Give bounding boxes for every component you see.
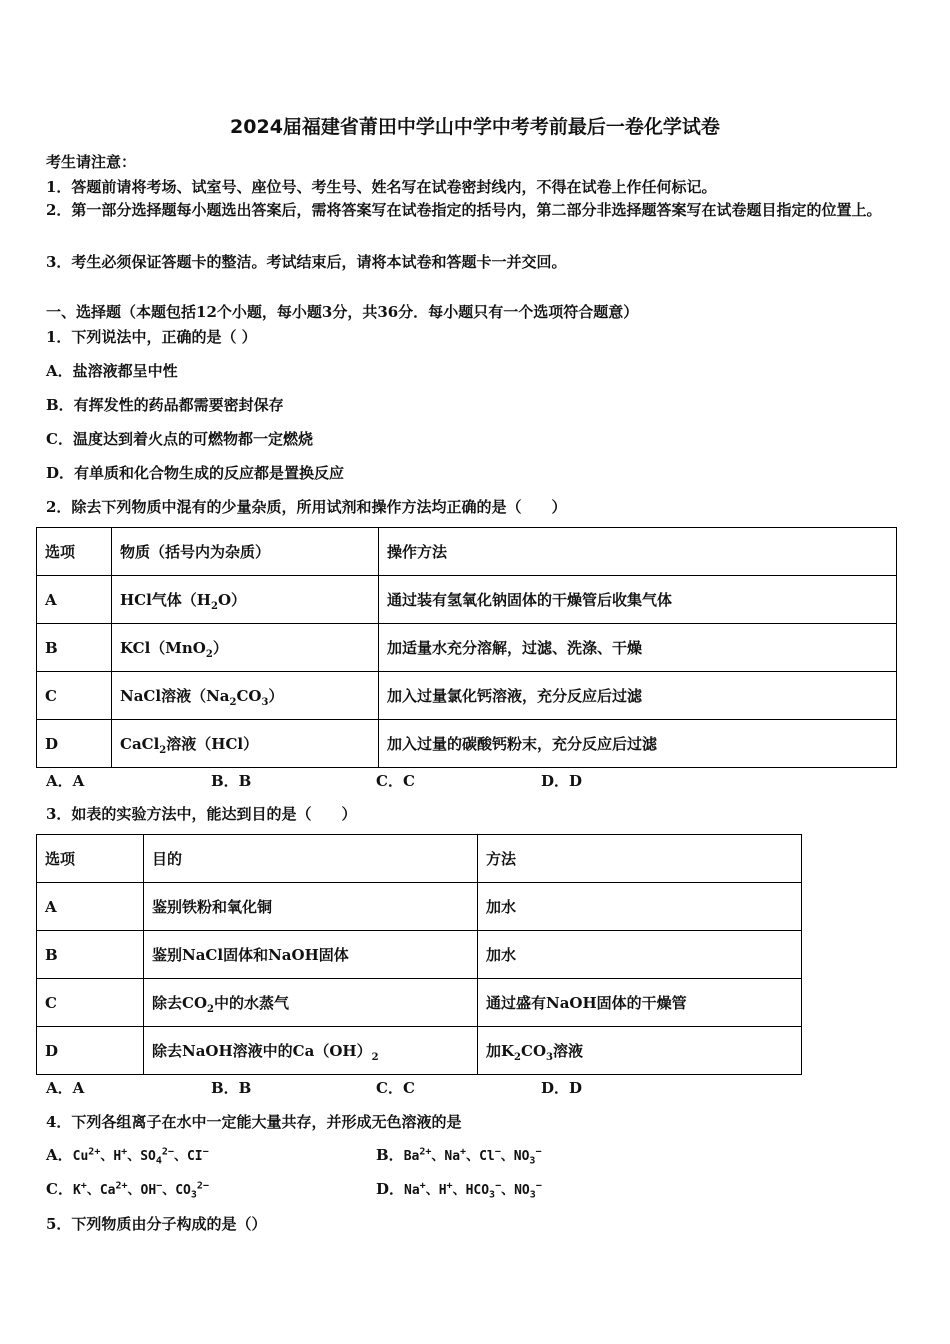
table-cell-method: 加适量水充分溶解，过滤、洗涤、干燥 — [379, 624, 897, 672]
question-3-stem: 3．如表的实验方法中，能达到目的是（ ） — [46, 805, 357, 823]
notice-item: 2．第一部分选择题每小题选出答案后，需将答案写在试卷指定的括号内，第二部分非选择题答案写在试卷题目指定的位置上。 — [46, 201, 882, 219]
table-header-cell: 目的 — [144, 835, 478, 883]
table-cell-method: 加水 — [478, 931, 802, 979]
question-4-option-d: D．Na+、H+、$HCO_3^-$、$NO_3^-$ — [376, 1180, 542, 1201]
table-cell-substance: NaCl溶液$(Na_2CO_3)$ — [112, 672, 379, 720]
notice-heading: 考生请注意： — [46, 153, 137, 171]
table-cell-goal: 除去NaOH溶液中的$Ca(OH)_2$ — [144, 1027, 478, 1075]
table-cell-goal: 鉴别铁粉和氧化铜 — [144, 883, 478, 931]
answer-option: B．B — [211, 772, 252, 790]
question-4-options-row — [46, 1178, 542, 1199]
answer-option: C．C — [376, 1079, 415, 1097]
table-header-cell: 选项 — [37, 835, 144, 883]
table-cell-option: D — [37, 1027, 144, 1075]
question-1-option: B．有挥发性的药品都需要密封保存 — [46, 396, 284, 414]
table-header-cell: 方法 — [478, 835, 802, 883]
notice-item: 1．答题前请将考场、试室号、座位号、考生号、姓名写在试卷密封线内，不得在试卷上作任何标记。 — [46, 178, 717, 196]
table-header-row — [37, 835, 802, 883]
question-4-option-b: B．$Ba^{2+}$、Na+、Cl−、$NO_3^-$ — [376, 1146, 542, 1167]
question-3-answers — [46, 1077, 582, 1098]
table-cell-option: B — [37, 624, 112, 672]
table-row — [37, 576, 897, 624]
answer-option: B．B — [211, 1079, 252, 1097]
question-2-answers — [46, 770, 582, 791]
table-row — [37, 931, 802, 979]
notice-item: 3．考生必须保证答题卡的整洁。考试结束后，请将本试卷和答题卡一并交回。 — [46, 253, 567, 271]
table-cell-method: 加水 — [478, 883, 802, 931]
table-cell-method: 加入过量的碳酸钙粉末，充分反应后过滤 — [379, 720, 897, 768]
question-4-stem: 4．下列各组离子在水中一定能大量共存，并形成无色溶液的是 — [46, 1113, 462, 1131]
question-5-stem: 5．下列物质由分子构成的是（） — [46, 1215, 267, 1233]
table-cell-substance: KCl（MnO$_2$） — [112, 624, 379, 672]
table-cell-substance: HCl气体$(H_2O)$ — [112, 576, 379, 624]
table-cell-option: A — [37, 576, 112, 624]
table-cell-method: 加入过量氯化钙溶液，充分反应后过滤 — [379, 672, 897, 720]
table-cell-option: B — [37, 931, 144, 979]
answer-option: D．D — [541, 1079, 583, 1097]
question-1-option: C．温度达到着火点的可燃物都一定燃烧 — [46, 430, 313, 448]
answer-option: A．A — [46, 1079, 85, 1097]
question-4-option-c: C．K+、$Ca^{2+}$、OH−、$CO_3^{2-}$ — [46, 1180, 209, 1201]
question-1-stem: 1．下列说法中，正确的是（ ） — [46, 328, 257, 346]
table-cell-substance: CaCl$_2$溶液（HCl） — [112, 720, 379, 768]
table-header-cell: 操作方法 — [379, 528, 897, 576]
table-row — [37, 672, 897, 720]
table-row — [37, 624, 897, 672]
table-cell-option: A — [37, 883, 144, 931]
answer-option: A．A — [46, 772, 85, 790]
question-2-stem: 2．除去下列物质中混有的少量杂质，所用试剂和操作方法均正确的是（ ） — [46, 498, 567, 516]
question-2-table — [36, 527, 897, 768]
section-heading: 一、选择题（本题包括12个小题，每小题3分，共36分．每小题只有一个选项符合题意） — [46, 303, 639, 321]
table-row — [37, 1027, 802, 1075]
table-cell-method: 加$K_2CO_3$溶液 — [478, 1027, 802, 1075]
page-title: 2024届福建省莆田中学山中学中考考前最后一卷化学试卷 — [230, 116, 720, 138]
table-cell-option: D — [37, 720, 112, 768]
answer-option: C．C — [376, 772, 415, 790]
table-row — [37, 979, 802, 1027]
table-row — [37, 883, 802, 931]
question-1-option: A．盐溶液都呈中性 — [46, 362, 178, 380]
table-header-cell: 选项 — [37, 528, 112, 576]
table-cell-method: 通过装有氢氧化钠固体的干燥管后收集气体 — [379, 576, 897, 624]
table-cell-option: C — [37, 672, 112, 720]
table-header-cell: 物质（括号内为杂质） — [112, 528, 379, 576]
answer-option: D．D — [541, 772, 583, 790]
question-1-option: D．有单质和化合物生成的反应都是置换反应 — [46, 464, 345, 482]
table-cell-option: C — [37, 979, 144, 1027]
question-3-table — [36, 834, 802, 1075]
question-4-option-a: A．$Cu^{2+}$、H+、$SO_4^{2-}$、CI− — [46, 1146, 209, 1167]
question-4-options-row — [46, 1144, 541, 1165]
table-cell-goal: 鉴别NaCl固体和NaOH固体 — [144, 931, 478, 979]
table-header-row — [37, 528, 897, 576]
table-row — [37, 720, 897, 768]
table-cell-goal: 除去$CO_2$中的水蒸气 — [144, 979, 478, 1027]
table-cell-method: 通过盛有NaOH固体的干燥管 — [478, 979, 802, 1027]
